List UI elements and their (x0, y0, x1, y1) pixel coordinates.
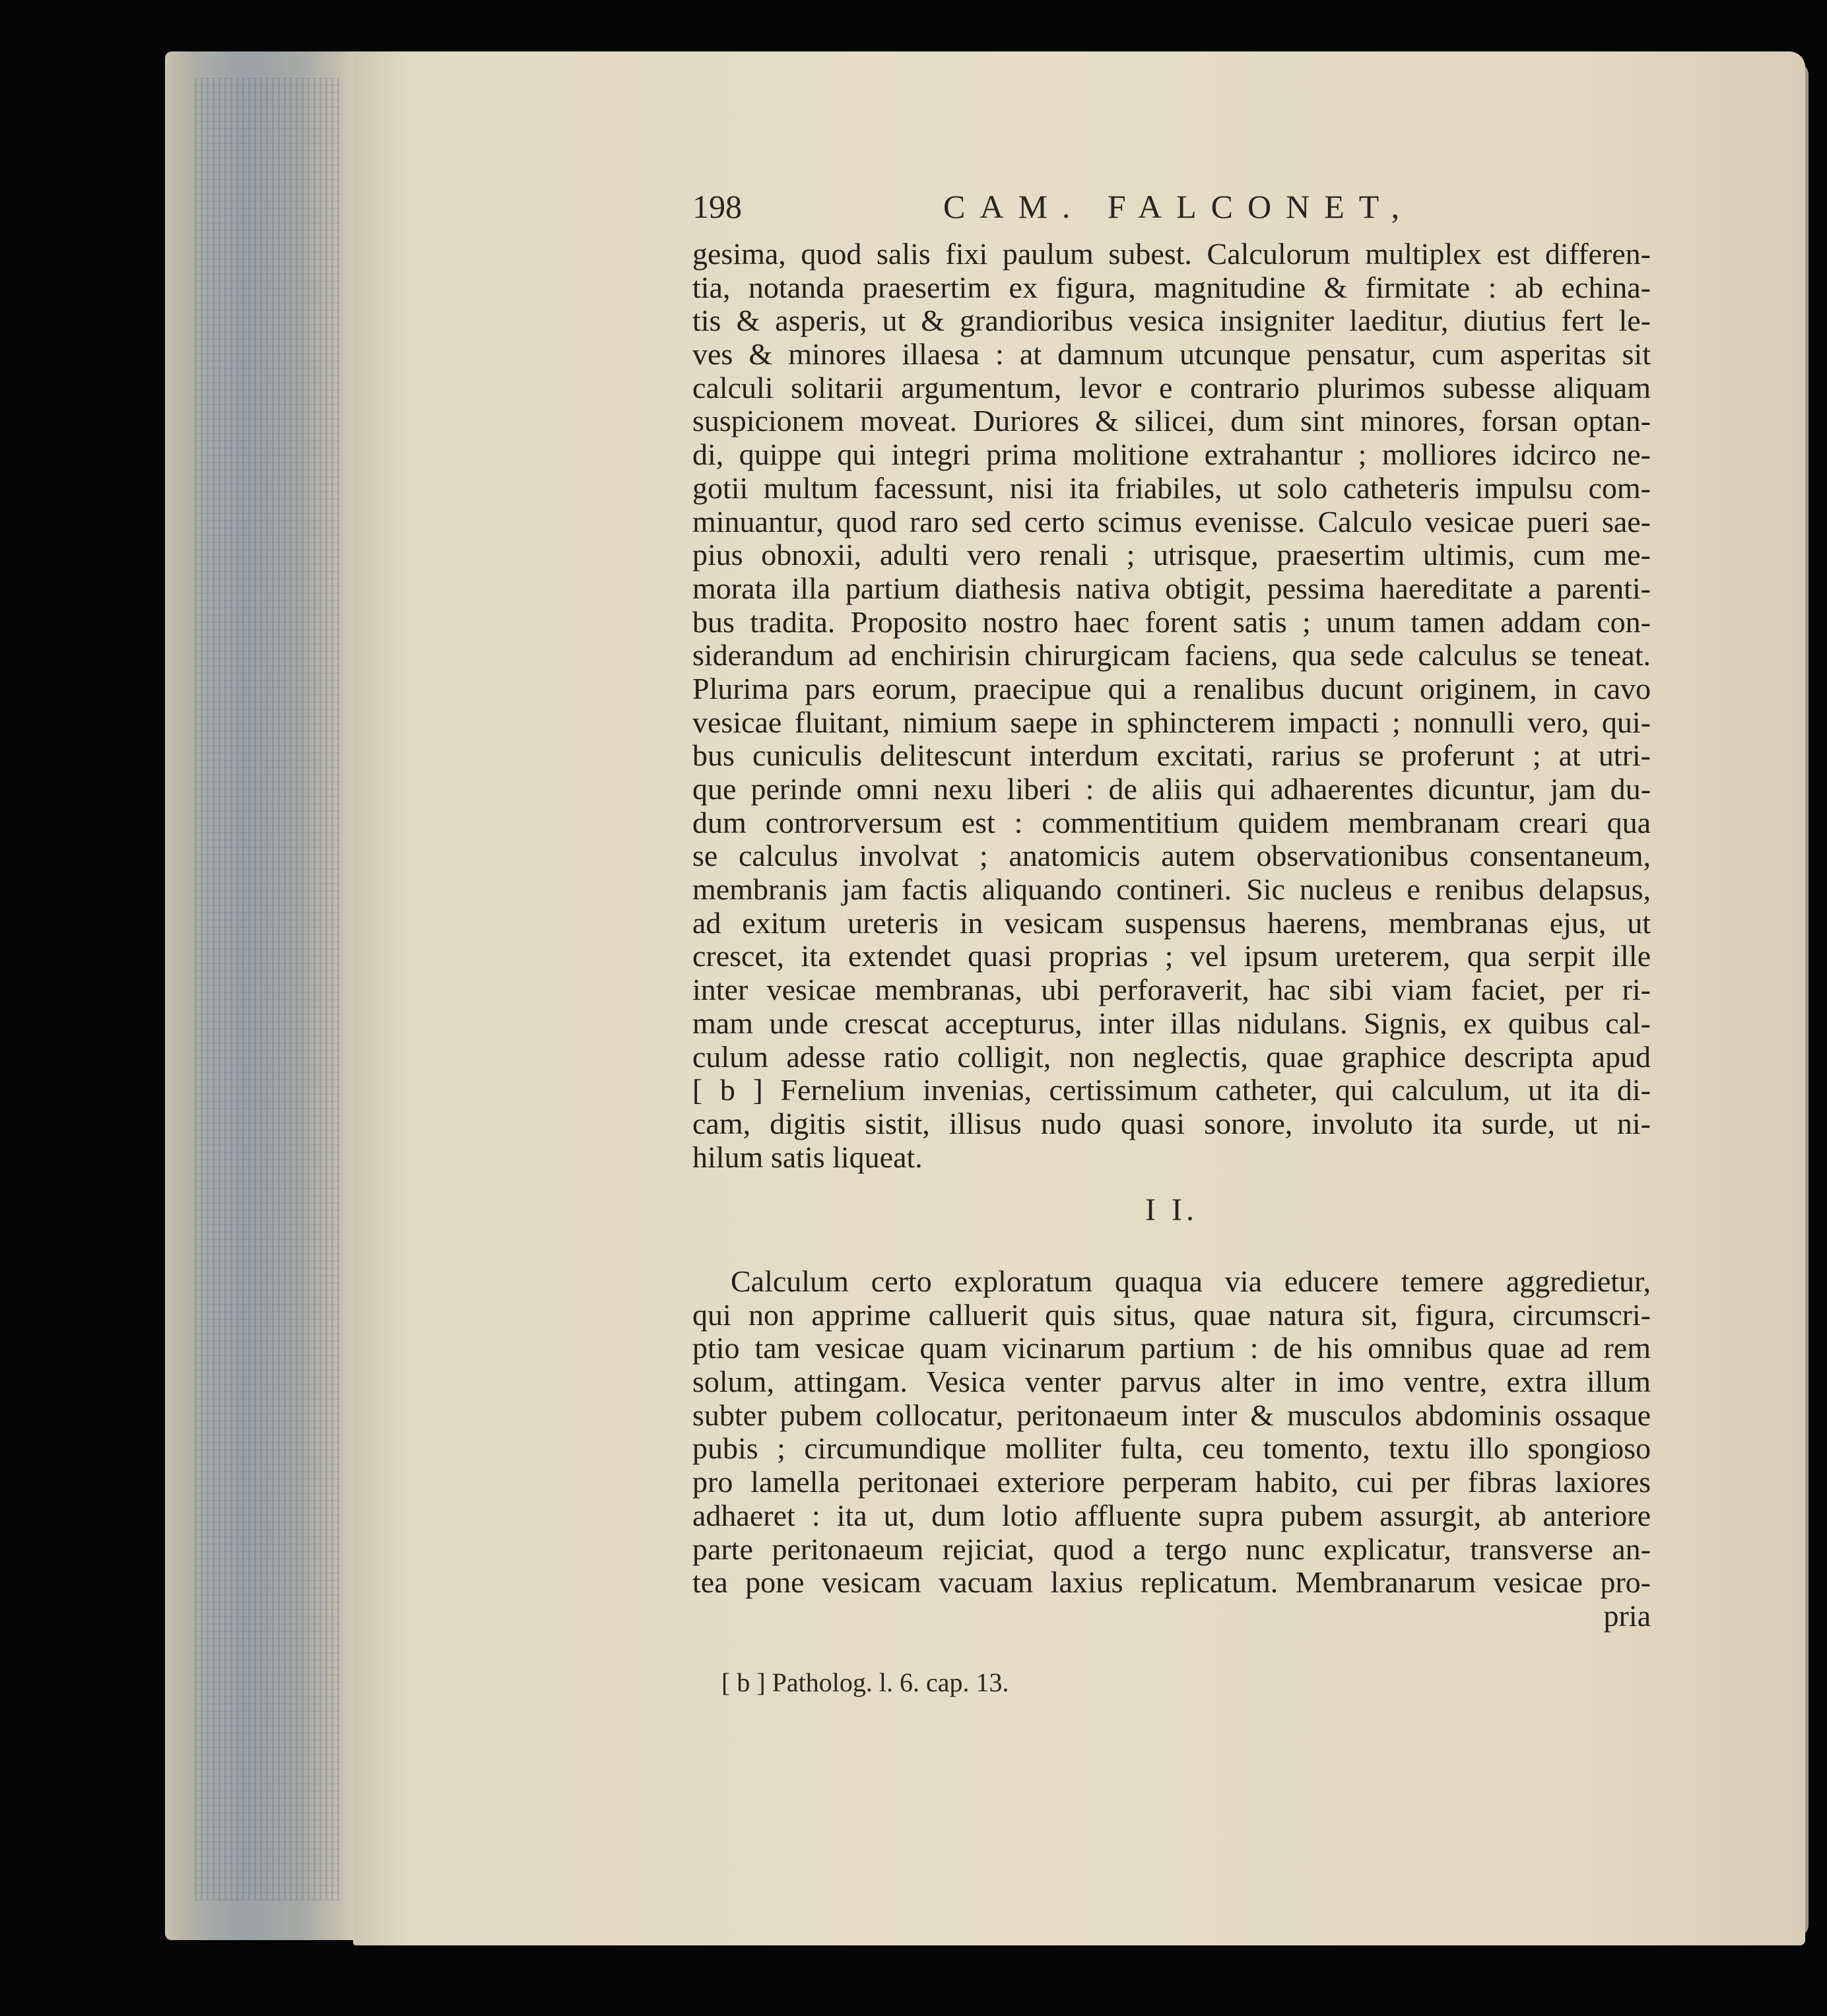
text-line: crescet, ita extendet quasi proprias ; vel ipsum ureterem, qua serpit ille (692, 939, 1651, 973)
text-line: Calculum certo exploratum quaqua via educere temere aggredietur, (731, 1264, 1651, 1298)
book-page-edges (165, 51, 360, 1940)
paragraph-1 (692, 238, 1651, 1174)
text-line: se calculus involvat ; anatomicis autem observationibus consentaneum, (692, 839, 1651, 873)
text-line: hilum satis liqueat. (692, 1140, 923, 1174)
section-heading: I I. (1145, 1192, 1198, 1227)
text-line: Plurima pars eorum, praecipue qui a renalibus ducunt originem, in cavo (692, 671, 1651, 705)
text-line: morata illa partium diathesis nativa obtigit, pessima haereditate a parenti- (692, 571, 1651, 605)
text-line: dum controrversum est : commentitium quidem membranam creari qua (692, 805, 1651, 839)
text-line: culum adesse ratio colligit, non neglectis, quae graphice descripta apud (692, 1039, 1651, 1074)
text-line: ptio tam vesicae quam vicinarum partium : de his omnibus quae ad rem (692, 1331, 1651, 1365)
edge-speckle (195, 78, 340, 1901)
text-line: solum, attingam. Vesica venter parvus alter in imo ventre, extra illum (692, 1365, 1651, 1399)
text-line: siderandum ad enchirisin chirurgicam faciens, qua sede calculus se teneat. (692, 638, 1651, 672)
text-line: suspicionem moveat. Duriores & silicei, dum sint minores, forsan optan- (692, 404, 1651, 438)
text-line: mam unde crescat accepturus, inter illas nidulans. Signis, ex quibus cal- (692, 1006, 1651, 1040)
text-line: di, quippe qui integri prima molitione extrahantur ; molliores idcirco ne- (692, 438, 1651, 472)
footnote: [ b ] Patholog. l. 6. cap. 13. (721, 1668, 1009, 1697)
text-line: pius obnoxii, adulti vero renali ; utrisque, praesertim ultimis, cum me- (692, 538, 1651, 572)
paragraph-2 (692, 1265, 1651, 1633)
text-line: pubis ; circumundique molliter fulta, ceu tomento, textu illo spongioso (692, 1431, 1651, 1466)
text-line: tia, notanda praesertim ex figura, magnitudine & firmitate : ab echina- (692, 270, 1651, 304)
text-line: ad exitum ureteris in vesicam suspensus haerens, membranas ejus, ut (692, 905, 1651, 940)
running-head: CAM. FALCONET, (943, 188, 1414, 225)
text-line: minuantur, quod raro sed certo scimus evenisse. Calculo vesicae pueri sae- (692, 504, 1651, 538)
page-header (692, 187, 1651, 227)
catchword: pria (1603, 1598, 1651, 1633)
text-line: pro lamella peritonaei exteriore perperam habito, cui per fibras laxiores (692, 1465, 1651, 1499)
text-line: parte peritonaeum rejiciat, quod a tergo nunc explicatur, transverse an- (692, 1532, 1651, 1566)
text-line: adhaeret : ita ut, dum lotio affluente supra pubem assurgit, ab anteriore (692, 1498, 1651, 1532)
text-line: qui non apprime calluerit quis situs, quae natura sit, figura, circumscri- (692, 1297, 1651, 1332)
text-line: vesicae fluitant, nimium saepe in sphincterem impacti ; nonnulli vero, qui- (692, 705, 1651, 739)
text-line: cam, digitis sistit, illisus nudo quasi sonore, involuto ita surde, ut ni- (692, 1106, 1651, 1140)
text-line: gotii multum facessunt, nisi ita friabiles, ut solo catheteris impulsu com- (692, 471, 1651, 505)
text-line: tis & asperis, ut & grandioribus vesica insigniter laeditur, diutius fert le- (692, 304, 1651, 338)
text-line: ves & minores illaesa : at damnum utcunque pensatur, cum asperitas sit (692, 337, 1651, 372)
text-line: que perinde omni nexu liberi : de aliis qui adhaerentes dicuntur, jam du- (692, 772, 1651, 806)
text-line: bus tradita. Proposito nostro haec forent satis ; unum tamen addam con- (692, 604, 1651, 639)
page-number: 198 (692, 188, 742, 225)
text-line: subter pubem collocatur, peritonaeum inter & musculos abdominis ossaque (692, 1398, 1651, 1432)
text-line: membranis jam factis aliquando contineri. Sic nucleus e renibus delapsus, (692, 872, 1651, 907)
text-line: gesima, quod salis fixi paulum subest. Calculorum multiplex est differen- (692, 237, 1651, 271)
text-line: bus cuniculis delitescunt interdum excitati, rarius se proferunt ; at utri- (692, 738, 1651, 773)
text-line: [ b ] Fernelium invenias, certissimum catheter, qui calculum, ut ita di- (692, 1073, 1651, 1107)
text-line: calculi solitarii argumentum, levor e contrario plurimos subesse aliquam (692, 370, 1651, 405)
text-line: inter vesicae membranas, ubi perforaverit, hac sibi viam faciet, per ri- (692, 973, 1651, 1007)
text-line: tea pone vesicam vacuam laxius replicatum. Membranarum vesicae pro- (692, 1565, 1651, 1600)
